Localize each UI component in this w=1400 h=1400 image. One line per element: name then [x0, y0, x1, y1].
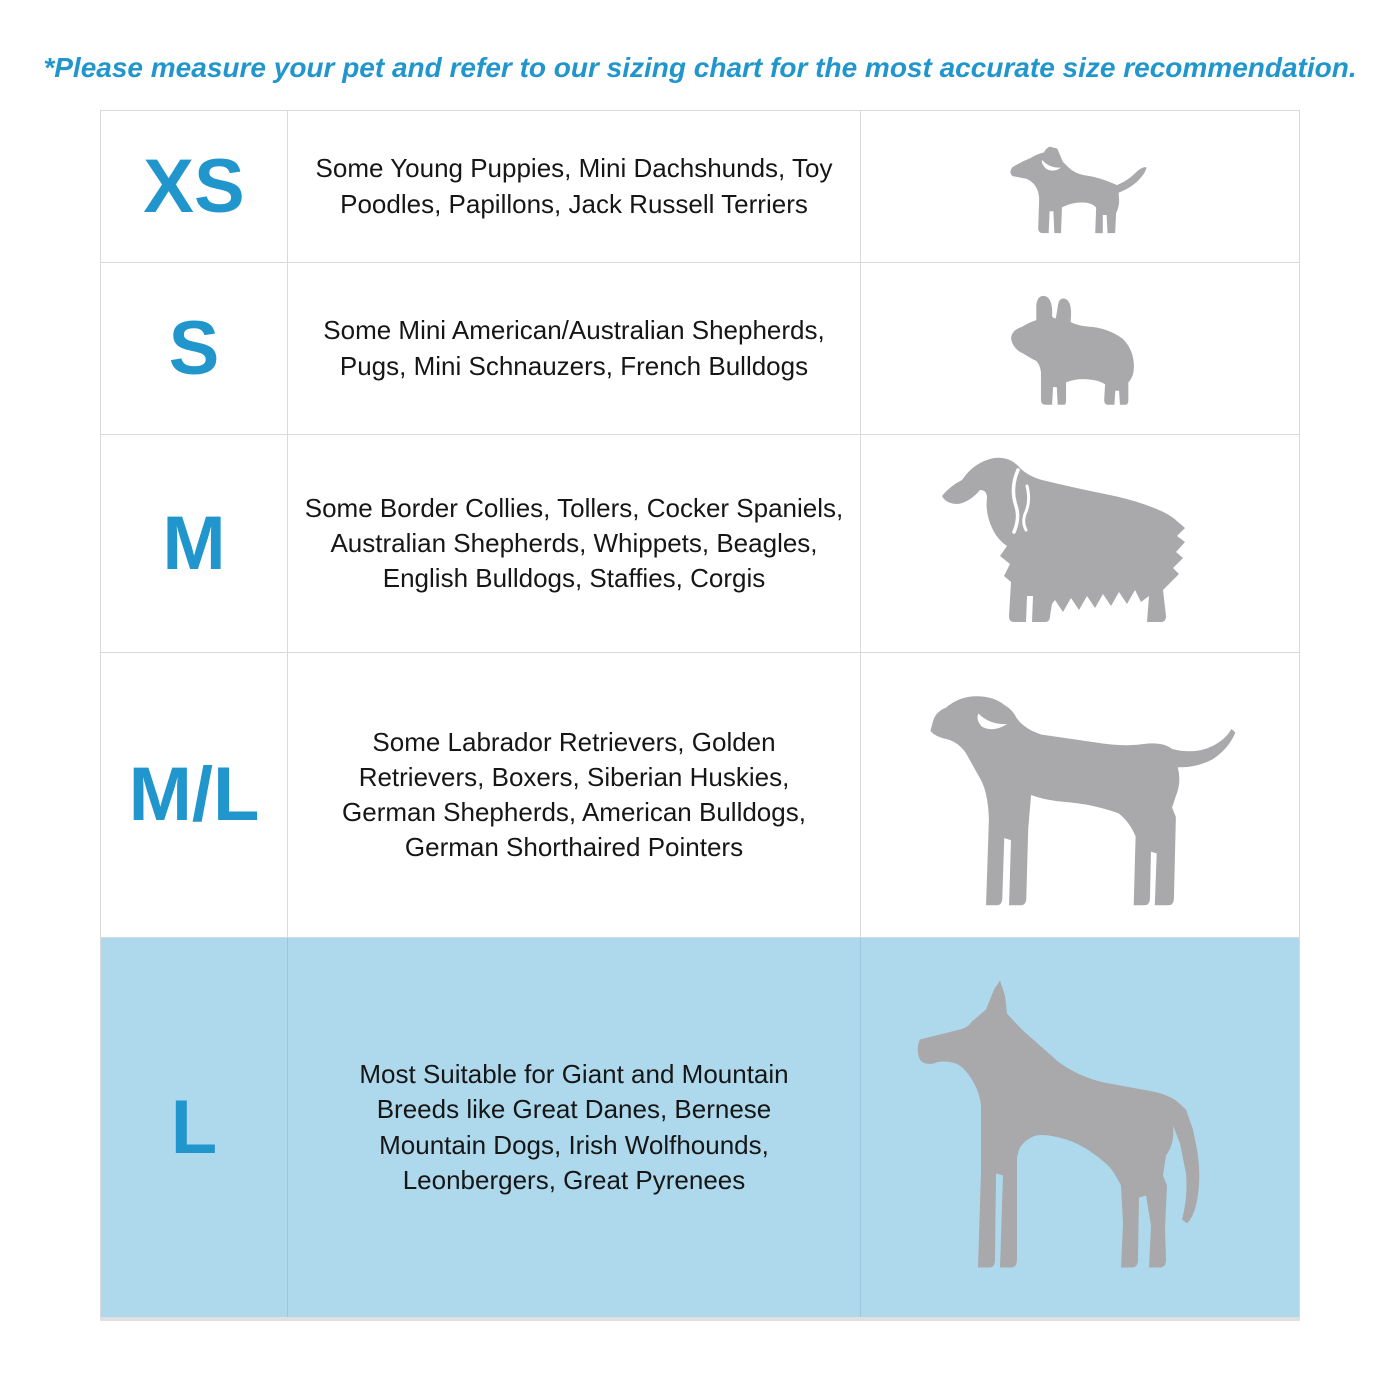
size-row-l-highlighted	[101, 938, 1299, 1317]
dog-illustration-cell-ml	[861, 653, 1299, 937]
size-row-m	[101, 435, 1299, 653]
size-row-xs	[101, 111, 1299, 263]
size-label-cell-s	[101, 263, 288, 434]
dog-illustration-cell-xs	[861, 111, 1299, 262]
size-label-cell-l	[101, 938, 288, 1317]
size-description-cell-s	[288, 263, 861, 434]
size-label-cell-m	[101, 435, 288, 652]
dog-illustration-cell-s	[861, 263, 1299, 434]
size-label-cell-xs	[101, 111, 288, 262]
size-label-m: M	[162, 500, 226, 586]
size-description-cell-xs	[288, 111, 861, 262]
size-description-xs: Some Young Puppies, Mini Dachshunds, Toy Poodles, Papillons, Jack Russell Terriers	[315, 153, 833, 219]
size-description-cell-m	[288, 435, 861, 652]
size-table	[100, 110, 1300, 1321]
dog-illustration-cell-m	[861, 435, 1299, 652]
size-description-m: Some Border Collies, Tollers, Cocker Spaniels, Australian Shepherds, Whippets, Beagles, English Bulldogs, Staffies, Corgis	[304, 492, 844, 594]
sizing-note: *Please measure your pet and refer to our sizing chart for the most accurate size recommendation.	[43, 52, 1357, 83]
size-label-cell-ml	[101, 653, 288, 937]
labrador-silhouette-icon	[917, 675, 1243, 915]
dog-illustration-cell-l	[861, 938, 1299, 1317]
size-description-s: Some Mini American/Australian Shepherds, Pugs, Mini Schnauzers, French Bulldogs	[323, 315, 825, 381]
french-bulldog-silhouette-icon	[1001, 290, 1159, 407]
size-label-ml: M/L	[128, 752, 260, 837]
size-description-cell-ml	[288, 653, 861, 937]
size-label-xs: XS	[143, 143, 245, 229]
size-description-ml: Some Labrador Retrievers, Golden Retrievers, Boxers, Siberian Huskies, German Shepherds, American Bulldogs, German Shorthaired Pointers	[342, 726, 806, 863]
size-label-s: S	[168, 305, 220, 391]
size-row-ml	[101, 653, 1299, 938]
size-description-cell-l	[288, 938, 861, 1317]
size-label-l: L	[170, 1084, 218, 1170]
terrier-silhouette-icon	[1004, 137, 1156, 237]
cocker-spaniel-silhouette-icon	[930, 444, 1230, 644]
great-dane-silhouette-icon	[910, 960, 1250, 1295]
size-row-s	[101, 263, 1299, 435]
size-description-l: Most Suitable for Giant and Mountain Breeds like Great Danes, Bernese Mountain Dogs, Irish Wolfhounds, Leonbergers, Great Pyrenees	[359, 1059, 789, 1195]
